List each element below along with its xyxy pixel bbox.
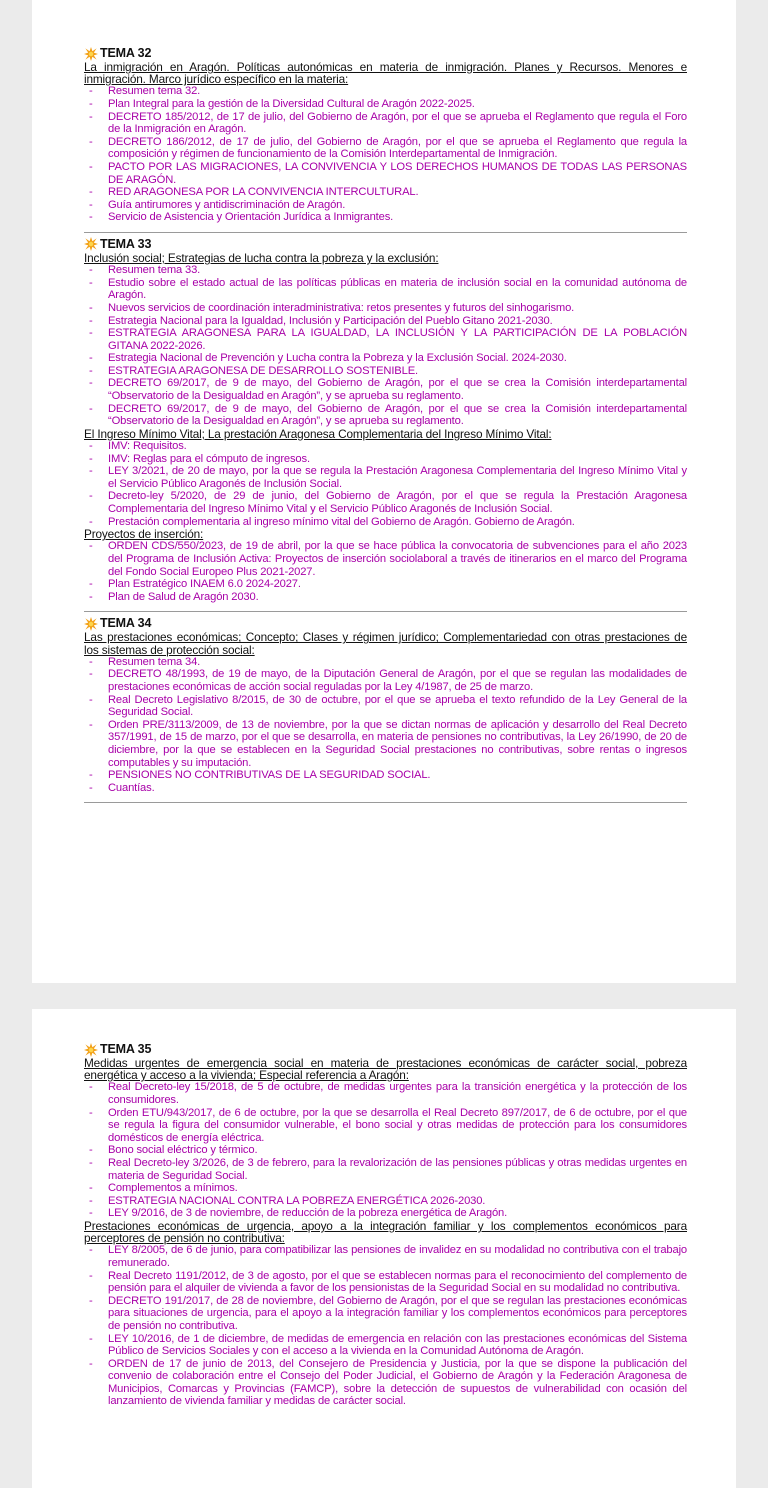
- tema-35-list: [84, 1081, 687, 1220]
- list-item: - Estrategia Nacional para la Igualdad, Inclusión y Participación del Pueblo Gitano 2021-2030.: [84, 315, 687, 328]
- tema-32-label: TEMA 32: [100, 46, 152, 60]
- tema-35-heading: [84, 1042, 687, 1057]
- list-item: - Bono social eléctrico y térmico.: [84, 1144, 687, 1157]
- ingreso-minimo-vital-subtitle: El Ingreso Mínimo Vital; La prestación Aragonesa Complementaria del Ingreso Mínimo Vital:: [84, 426, 552, 441]
- page-2-content: [84, 1041, 687, 1408]
- list-item: - Plan Integral para la gestión de la Diversidad Cultural de Aragón 2022-2025.: [84, 98, 687, 111]
- list-item: - Nuevos servicios de coordinación interadministrativa: retos presentes y futuros del sinhogarismo.: [84, 302, 687, 315]
- list-item: - LEY 10/2016, de 1 de diciembre, de medidas de emergencia en relación con las prestaciones económicas del Sistema Público de Servicios Sociales y con el acceso a la vivienda en la Comunidad Autónoma de Aragón.: [84, 1333, 687, 1358]
- section-divider: [84, 611, 687, 612]
- sparkle-burst-icon: [84, 47, 98, 61]
- list-item: - Resumen tema 34.: [84, 656, 687, 669]
- list-item: - DECRETO 191/2017, de 28 de noviembre, del Gobierno de Aragón, por el que se regulan las prestaciones económicas para situaciones de urgencia, para el apoyo a la integración familiar y los complementos económicos para perceptores de pensión no contributiva.: [84, 1295, 687, 1333]
- list-item: - ORDEN de 17 de junio de 2013, del Consejero de Presidencia y Justicia, por la que se dispone la publicación del convenio de colaboración entre el Consejo del Poder Judicial, el Gobierno de Aragón y la Federación Aragonesa de Municipios, Comarcas y Provincias (FAMCP), sobre la detección de supuestos de vulnerabilidad con ocasión del lanzamiento de vivienda familiar y medidas de carácter social.: [84, 1358, 687, 1408]
- list-item: - ESTRATEGIA ARAGONESA PARA LA IGUALDAD, LA INCLUSIÓN Y LA PARTICIPACIÓN DE LA POBLACIÓN GITANA 2022-2026.: [84, 327, 687, 352]
- list-item: - IMV: Requisitos.: [84, 440, 687, 453]
- tema-35-label: TEMA 35: [100, 1042, 152, 1056]
- section-divider: [84, 802, 687, 803]
- prestaciones-urgencia-list: [84, 1244, 687, 1408]
- list-item: - DECRETO 69/2017, de 9 de mayo, del Gobierno de Aragón, por el que se crea la Comisión interdepartamental “Observatorio de la Desigualdad en Aragón”, y se aprueba su reglamento.: [84, 377, 687, 402]
- list-item: - Decreto-ley 5/2020, de 29 de junio, del Gobierno de Aragón, por el que se regula la Prestación Aragonesa Complementaria del Ingreso Mínimo Vital y el Servicio Público Aragonés de Inclusión Social.: [84, 490, 687, 515]
- list-item: - Estrategia Nacional de Prevención y Lucha contra la Pobreza y la Exclusión Social. 2024-2030.: [84, 352, 687, 365]
- tema-34-heading: [84, 616, 687, 631]
- sparkle-burst-icon: [84, 237, 98, 251]
- list-item: - Orden PRE/3113/2009, de 13 de noviembre, por la que se dictan normas de aplicación y desarrollo del Real Decreto 357/1991, de 15 de marzo, por el que se desarrolla, en materia de pensiones no contributivas, la Ley 26/1990, de 20 de diciembre, por la que se establecen en la Seguridad Social prestaciones no contributivas, sobre rentas o ingresos computables y su imputación.: [84, 719, 687, 769]
- list-item: - DECRETO 186/2012, de 17 de julio, del Gobierno de Aragón, por el que se aprueba el Reglamento que regula la composición y régimen de funcionamiento de la Comisión Interdepartamental de Inmigración.: [84, 136, 687, 161]
- list-item: - Prestación complementaria al ingreso mínimo vital del Gobierno de Aragón. Gobierno de Aragón.: [84, 516, 687, 529]
- document-page-1: [32, 0, 736, 983]
- proyectos-insercion-list: [84, 540, 687, 603]
- list-item: - Cuantías.: [84, 782, 687, 795]
- list-item: - IMV: Reglas para el cómputo de ingresos.: [84, 453, 687, 466]
- sparkle-burst-icon: [84, 617, 98, 631]
- list-item: - DECRETO 69/2017, de 9 de mayo, del Gobierno de Aragón, por el que se crea la Comisión interdepartamental “Observatorio de la Desigualdad en Aragón”, y se aprueba su reglamento.: [84, 403, 687, 428]
- list-item: - Real Decreto-ley 3/2026, de 3 de febrero, para la revalorización de las pensiones públicas y otras medidas urgentes en materia de Seguridad Social.: [84, 1157, 687, 1182]
- list-item: - ORDEN CDS/550/2023, de 19 de abril, por la que se hace pública la convocatoria de subvenciones para el año 2023 del Programa de Inclusión Activa: Proyectos de inserción sociolaboral a través de itinerarios en el marco del Programa del Fondo Social Europeo Plus 2021-2027.: [84, 540, 687, 578]
- list-item: - Orden ETU/943/2017, de 6 de octubre, por la que se desarrolla el Real Decreto 897/2017, de 6 de octubre, por el que se regula la figura del consumidor vulnerable, el bono social y otras medidas de protección para los consumidores domésticos de energía eléctrica.: [84, 1107, 687, 1145]
- list-item: - ESTRATEGIA NACIONAL CONTRA LA POBREZA ENERGÉTICA 2026-2030.: [84, 1195, 687, 1208]
- tema-34-label: TEMA 34: [100, 616, 152, 631]
- tema-32-list: [84, 85, 687, 224]
- ingreso-minimo-vital-list: [84, 440, 687, 528]
- tema-33-list: [84, 264, 687, 428]
- list-item: - ESTRATEGIA ARAGONESA DE DESARROLLO SOSTENIBLE.: [84, 365, 687, 378]
- section-divider: [84, 232, 687, 233]
- prestaciones-urgencia-subtitle: Prestaciones económicas de urgencia, apoyo a la integración familiar y los complementos económicos para perceptores de pensión no contributiva:: [84, 1218, 687, 1246]
- list-item: - Plan Estratégico INAEM 6.0 2024-2027.: [84, 578, 687, 591]
- list-item: - Complementos a mínimos.: [84, 1182, 687, 1195]
- tema-34-title: Las prestaciones económicas; Concepto; Clases y régimen jurídico; Complementariedad con otras prestaciones de los sistemas de protección social:: [84, 630, 687, 657]
- list-item: - Real Decreto 1191/2012, de 3 de agosto, por el que se establecen normas para el reconocimiento del complemento de pensión para el alquiler de vivienda a favor de los pensionistas de la Seguridad Social en su modalidad no contributiva.: [84, 1270, 687, 1295]
- list-item: - PACTO POR LAS MIGRACIONES, LA CONVIVENCIA Y LOS DERECHOS HUMANOS DE TODAS LAS PERSONAS DE ARAGÓN.: [84, 161, 687, 186]
- list-item: - Guía antirumores y antidiscriminación de Aragón.: [84, 199, 687, 212]
- tema-32-heading: [84, 46, 687, 61]
- list-item: - Estudio sobre el estado actual de las políticas públicas en materia de inclusión social en la comunidad autónoma de Aragón.: [84, 277, 687, 302]
- document-page-2: [32, 1009, 736, 1488]
- sparkle-burst-icon: [84, 1043, 98, 1057]
- list-item: - LEY 8/2005, de 6 de junio, para compatibilizar las pensiones de invalidez en su modalidad no contributiva con el trabajo remunerado.: [84, 1244, 687, 1269]
- list-item: - Servicio de Asistencia y Orientación Jurídica a Inmigrantes.: [84, 211, 687, 224]
- tema-32-title: La inmigración en Aragón. Políticas autonómicas en materia de inmigración. Planes y Recursos. Menores e inmigración. Marco jurídico específico en la materia:: [84, 60, 687, 87]
- tema-33-heading: [84, 237, 687, 252]
- list-item: - RED ARAGONESA POR LA CONVIVENCIA INTERCULTURAL.: [84, 186, 687, 199]
- tema-35-title: Medidas urgentes de emergencia social en materia de prestaciones económicas de carácter social, pobreza energética y acceso a la vivienda; Especial referencia a Aragón:: [84, 1056, 687, 1083]
- list-item: - Real Decreto Legislativo 8/2015, de 30 de octubre, por el que se aprueba el texto refundido de la Ley General de la Seguridad Social.: [84, 694, 687, 719]
- tema-33-label: TEMA 33: [100, 236, 152, 251]
- page-1-content: [84, 45, 687, 807]
- list-item: - Resumen tema 32.: [84, 85, 687, 98]
- list-item: - Real Decreto-ley 15/2018, de 5 de octubre, de medidas urgentes para la transición energética y la protección de los consumidores.: [84, 1081, 687, 1106]
- proyectos-insercion-subtitle: Proyectos de inserción:: [84, 527, 204, 542]
- list-item: - LEY 9/2016, de 3 de noviembre, de reducción de la pobreza energética de Aragón.: [84, 1207, 687, 1220]
- list-item: - Plan de Salud de Aragón 2030.: [84, 591, 687, 604]
- list-item: - Resumen tema 33.: [84, 264, 687, 277]
- list-item: - LEY 3/2021, de 20 de mayo, por la que se regula la Prestación Aragonesa Complementaria del Ingreso Mínimo Vital y el Servicio Público Aragonés de Inclusión Social.: [84, 465, 687, 490]
- list-item: - DECRETO 48/1993, de 19 de mayo, de la Diputación General de Aragón, por el que se regulan las modalidades de prestaciones económicas de acción social reguladas por la Ley 4/1987, de 25 de marzo.: [84, 668, 687, 693]
- list-item: - DECRETO 185/2012, de 17 de julio, del Gobierno de Aragón, por el que se aprueba el Reglamento que regula el Foro de la Inmigración en Aragón.: [84, 111, 687, 136]
- tema-34-list: [84, 656, 687, 795]
- tema-33-title: Inclusión social; Estrategias de lucha contra la pobreza y la exclusión:: [84, 250, 439, 265]
- list-item: - PENSIONES NO CONTRIBUTIVAS DE LA SEGURIDAD SOCIAL.: [84, 769, 687, 782]
